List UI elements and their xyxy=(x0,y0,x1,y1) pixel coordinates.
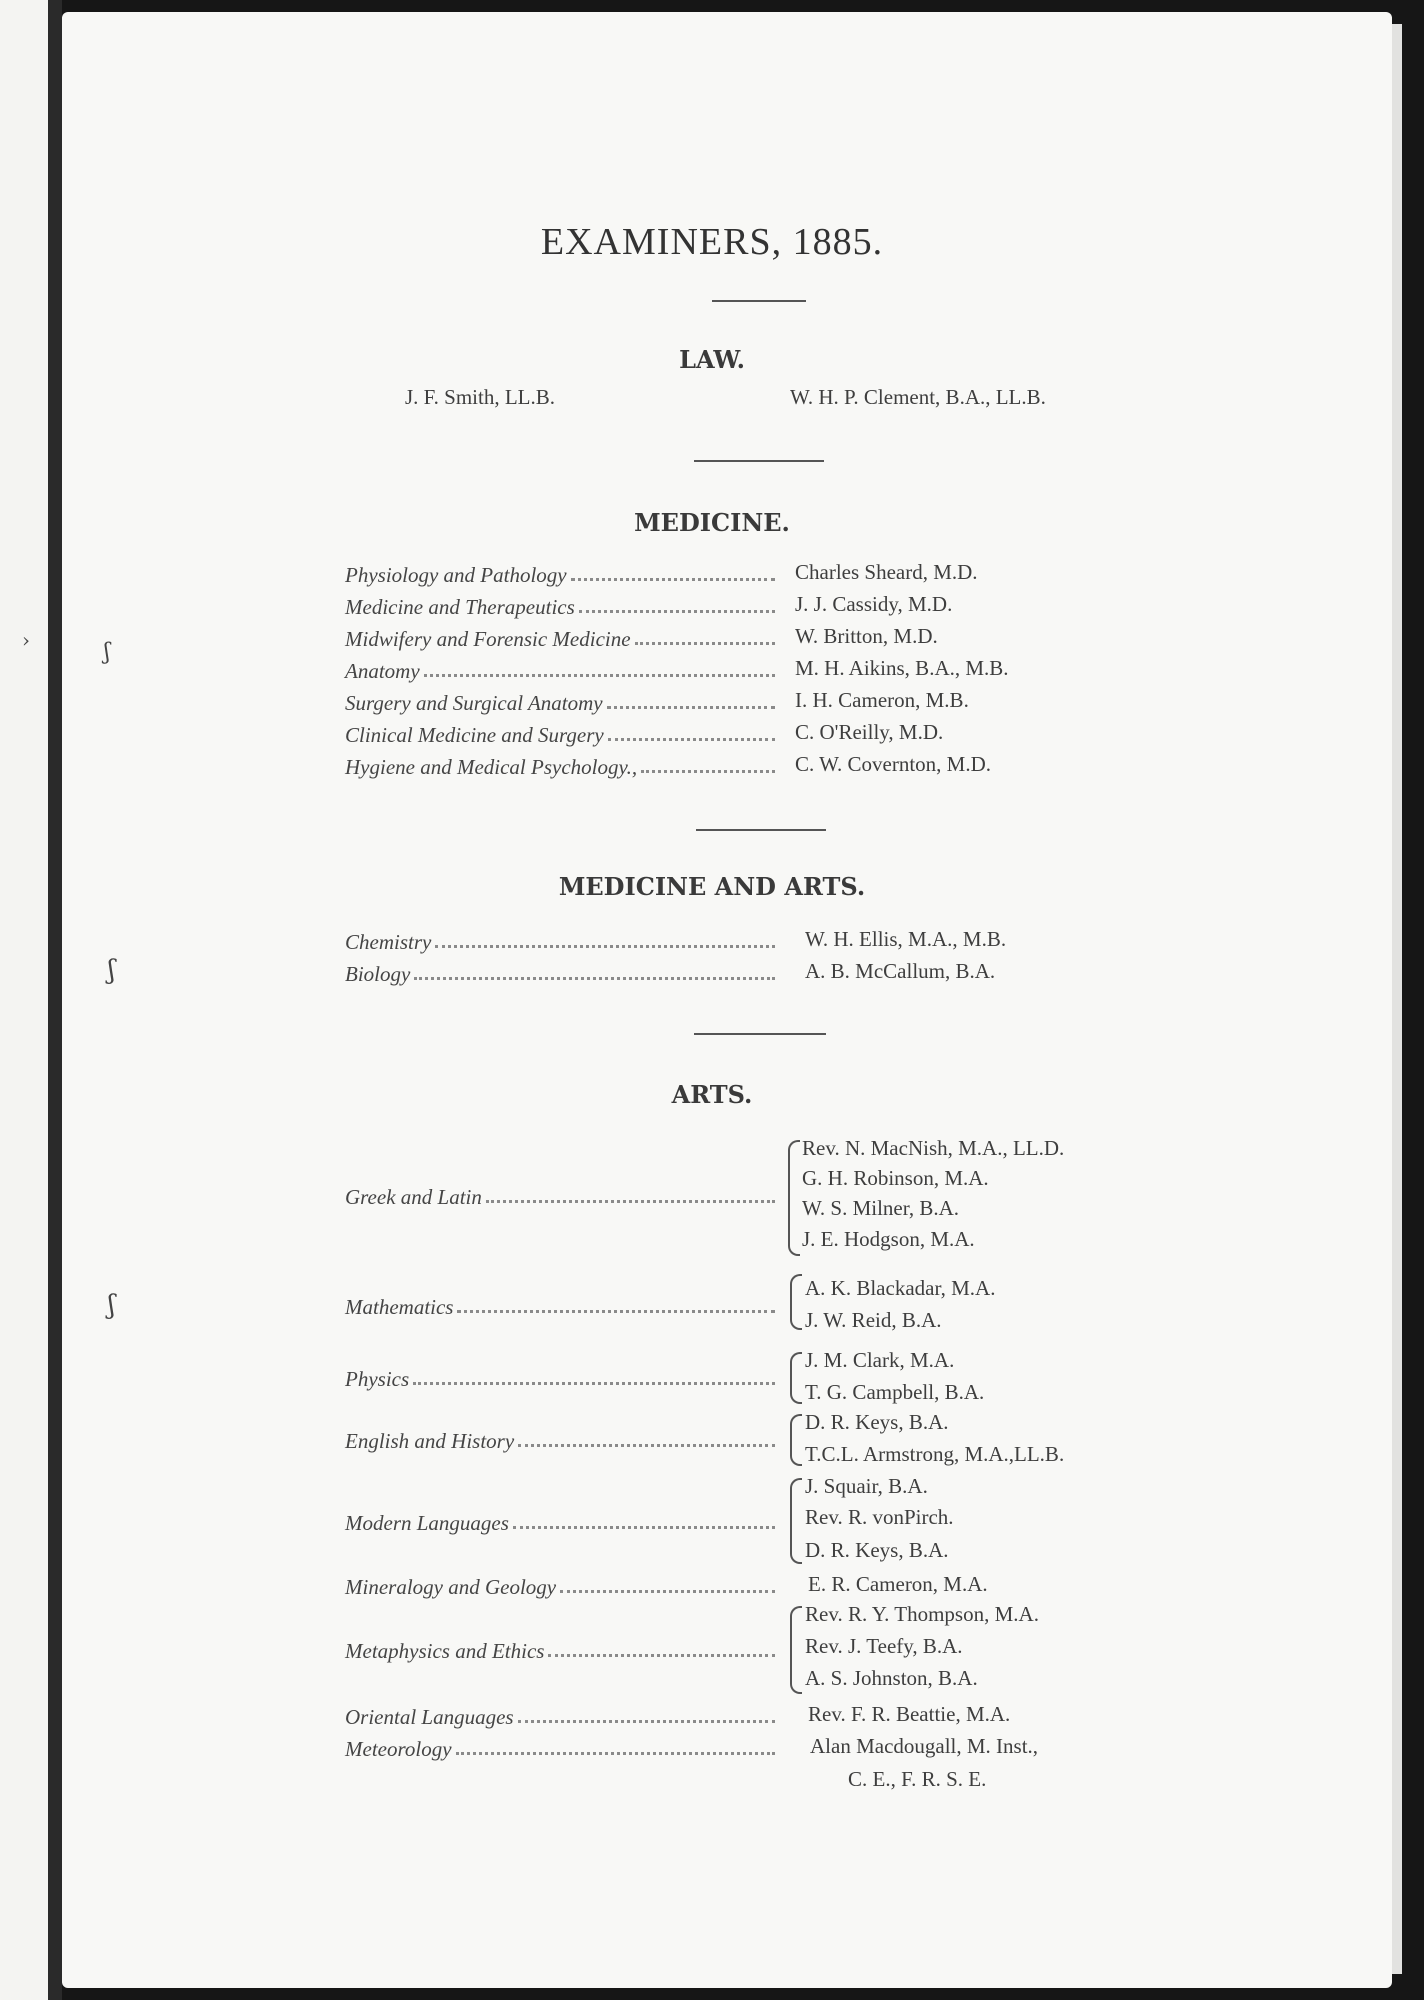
section-heading-law: LAW. xyxy=(679,345,745,374)
book-gutter xyxy=(48,0,62,2000)
examiner-name: C. E., F. R. S. E. xyxy=(848,1767,987,1791)
examiner-name: W. H. Ellis, M.A., M.B. xyxy=(805,927,1007,951)
subject-row: Biology xyxy=(345,957,775,987)
divider xyxy=(712,300,806,302)
section-heading-arts: ARTS. xyxy=(671,1080,753,1109)
subject-row: Physics xyxy=(345,1362,775,1392)
examiner-name: Rev. R. vonPirch. xyxy=(805,1505,954,1529)
page-edge-shadow xyxy=(1392,24,1402,1974)
bracket xyxy=(790,1606,802,1694)
examiner-name: J. M. Clark, M.A. xyxy=(805,1348,955,1372)
law-examiner: W. H. P. Clement, B.A., LL.B. xyxy=(790,385,1046,409)
divider xyxy=(694,1033,826,1035)
bracket xyxy=(790,1478,802,1564)
examiner-name: C. O'Reilly, M.D. xyxy=(795,720,944,744)
examiner-name: A. S. Johnston, B.A. xyxy=(805,1666,978,1690)
examiner-name: J. J. Cassidy, M.D. xyxy=(795,592,953,616)
subject-row: Midwifery and Forensic Medicine xyxy=(345,622,775,652)
subject-row: Mathematics xyxy=(345,1290,775,1320)
margin-mark: ʃ xyxy=(108,955,116,985)
examiner-name: A. K. Blackadar, M.A. xyxy=(805,1276,996,1300)
subject-row: Meteorology xyxy=(345,1732,775,1762)
examiner-name: Charles Sheard, M.D. xyxy=(795,560,978,584)
subject-row: Greek and Latin xyxy=(345,1180,775,1210)
bracket xyxy=(790,1414,802,1466)
subject-row: Chemistry xyxy=(345,925,775,955)
subject-row: Modern Languages xyxy=(345,1506,775,1536)
bracket xyxy=(790,1352,802,1404)
subject-row: Hygiene and Medical Psychology., xyxy=(345,750,775,780)
examiner-name: Rev. R. Y. Thompson, M.A. xyxy=(805,1602,1039,1626)
examiner-name: Rev. N. MacNish, M.A., LL.D. xyxy=(802,1136,1065,1160)
examiner-name: D. R. Keys, B.A. xyxy=(805,1538,949,1562)
examiner-name: Rev. F. R. Beattie, M.A. xyxy=(808,1702,1011,1726)
margin-mark: ʃ xyxy=(104,640,110,665)
subject-row: English and History xyxy=(345,1424,775,1454)
divider xyxy=(694,460,824,462)
subject-row: Medicine and Therapeutics xyxy=(345,590,775,620)
subject-row: Mineralogy and Geology xyxy=(345,1570,775,1600)
examiner-name: M. H. Aikins, B.A., M.B. xyxy=(795,656,1009,680)
law-examiner: J. F. Smith, LL.B. xyxy=(405,385,556,409)
examiner-name: T. G. Campbell, B.A. xyxy=(805,1380,985,1404)
examiner-name: E. R. Cameron, M.A. xyxy=(808,1572,988,1596)
examiner-name: C. W. Covernton, M.D. xyxy=(795,752,992,776)
margin-mark: ʃ xyxy=(108,1290,116,1320)
examiner-name: Rev. J. Teefy, B.A. xyxy=(805,1634,963,1658)
examiner-name: Alan Macdougall, M. Inst., xyxy=(810,1734,1039,1758)
section-heading-medicine-and-arts: MEDICINE AND ARTS. xyxy=(558,872,866,901)
examiner-name: J. Squair, B.A. xyxy=(805,1474,928,1498)
examiner-name: I. H. Cameron, M.B. xyxy=(795,688,969,712)
bracket xyxy=(790,1274,802,1330)
subject-row: Metaphysics and Ethics xyxy=(345,1634,775,1664)
subject-row: Anatomy xyxy=(345,654,775,684)
subject-row: Physiology and Pathology xyxy=(345,558,775,588)
examiner-name: D. R. Keys, B.A. xyxy=(805,1410,949,1434)
examiner-name: T.C.L. Armstrong, M.A.,LL.B. xyxy=(805,1442,1065,1466)
margin-mark: › xyxy=(22,628,30,652)
examiner-name: A. B. McCallum, B.A. xyxy=(805,959,996,983)
subject-row: Oriental Languages xyxy=(345,1700,775,1730)
examiner-name: W. Britton, M.D. xyxy=(795,624,938,648)
subject-row: Clinical Medicine and Surgery xyxy=(345,718,775,748)
examiner-name: G. H. Robinson, M.A. xyxy=(802,1166,989,1190)
document-page xyxy=(62,12,1392,1988)
bracket xyxy=(788,1140,800,1256)
examiner-name: W. S. Milner, B.A. xyxy=(802,1196,960,1220)
divider xyxy=(696,829,826,831)
section-heading-medicine: MEDICINE. xyxy=(634,508,790,537)
page-title: EXAMINERS, 1885. xyxy=(540,221,884,263)
examiner-name: J. W. Reid, B.A. xyxy=(805,1308,942,1332)
examiner-name: J. E. Hodgson, M.A. xyxy=(802,1227,975,1251)
subject-row: Surgery and Surgical Anatomy xyxy=(345,686,775,716)
